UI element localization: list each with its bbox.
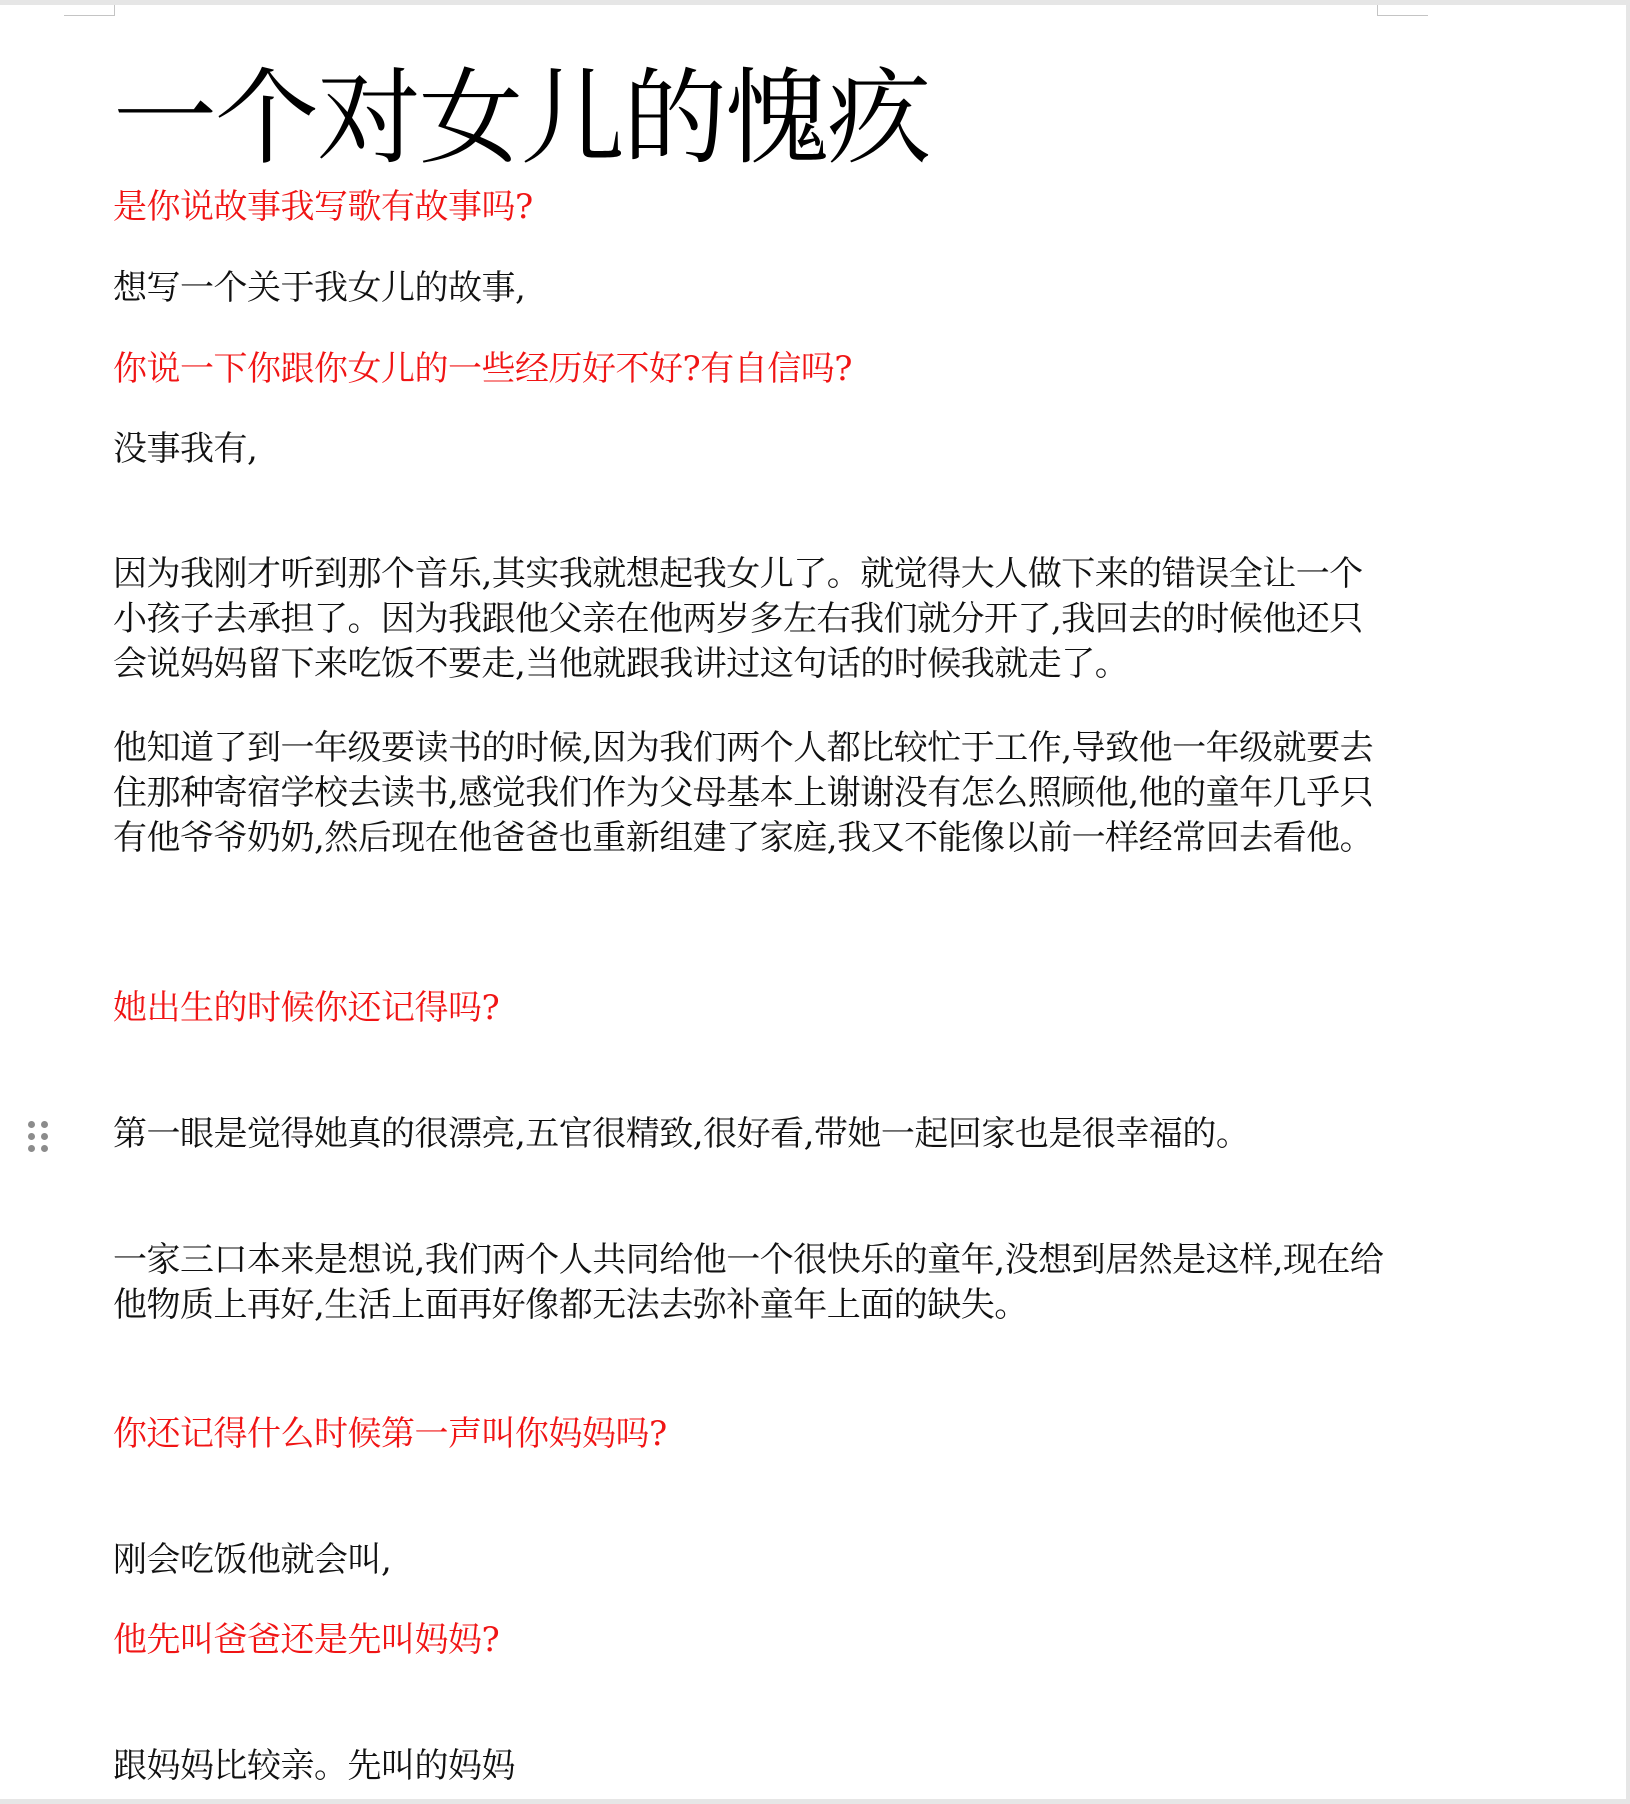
paragraph-answer-5[interactable]: 第一眼是觉得她真的很漂亮,五官很精致,很好看,带她一起回家也是很幸福的。 — [113, 1114, 1250, 1154]
paragraph-question-1[interactable]: 是你说故事我写歌有故事吗? — [113, 187, 533, 227]
drag-handle-dot — [28, 1121, 35, 1128]
drag-handle-dot — [41, 1133, 48, 1140]
drag-handle-dot — [41, 1121, 48, 1128]
margin-corner-top-left — [64, 5, 115, 16]
paragraph-answer-2[interactable]: 没事我有, — [113, 429, 258, 469]
paragraph-answer-6[interactable]: 一家三口本来是想说,我们两个人共同给他一个很快乐的童年,没想到居然是这样,现在给他物质上再好,生活上面再好像都无法去弥补童年上面的缺失。 — [113, 1240, 1384, 1325]
paragraph-question-2[interactable]: 你说一下你跟你女儿的一些经历好不好?有自信吗? — [113, 349, 852, 389]
paragraph-answer-7[interactable]: 刚会吃饭他就会叫, — [113, 1540, 392, 1580]
paragraph-answer-8[interactable]: 跟妈妈比较亲。先叫的妈妈 — [113, 1746, 515, 1786]
page-bottom-border — [0, 1799, 1630, 1804]
paragraph-question-4[interactable]: 你还记得什么时候第一声叫你妈妈吗? — [113, 1414, 667, 1454]
drag-handle-dot — [41, 1145, 48, 1152]
paragraph-answer-3[interactable]: 因为我刚才听到那个音乐,其实我就想起我女儿了。就觉得大人做下来的错误全让一个小孩子去承担了。因为我跟他父亲在他两岁多左右我们就分开了,我回去的时候他还只会说妈妈留下来吃饭不要走,当他就跟我讲过这句话的时候我就走了。 — [113, 554, 1363, 684]
drag-handle-dot — [28, 1133, 35, 1140]
document-title[interactable]: 一个对女儿的愧疚 — [113, 57, 930, 179]
page-right-border — [1626, 0, 1630, 1804]
paragraph-answer-4[interactable]: 他知道了到一年级要读书的时候,因为我们两个人都比较忙于工作,导致他一年级就要去住那种寄宿学校去读书,感觉我们作为父母基本上谢谢没有怎么照顾他,他的童年几乎只有他爷爷奶奶,然后现在他爸爸也重新组建了家庭,我又不能像以前一样经常回去看他。 — [113, 728, 1374, 858]
drag-handle-dot — [28, 1145, 35, 1152]
paragraph-question-3[interactable]: 她出生的时候你还记得吗? — [113, 988, 500, 1028]
margin-corner-top-right — [1377, 5, 1428, 16]
drag-handle-icon[interactable] — [28, 1121, 48, 1153]
paragraph-question-5[interactable]: 他先叫爸爸还是先叫妈妈? — [113, 1620, 500, 1660]
paragraph-answer-1[interactable]: 想写一个关于我女儿的故事, — [113, 268, 526, 308]
